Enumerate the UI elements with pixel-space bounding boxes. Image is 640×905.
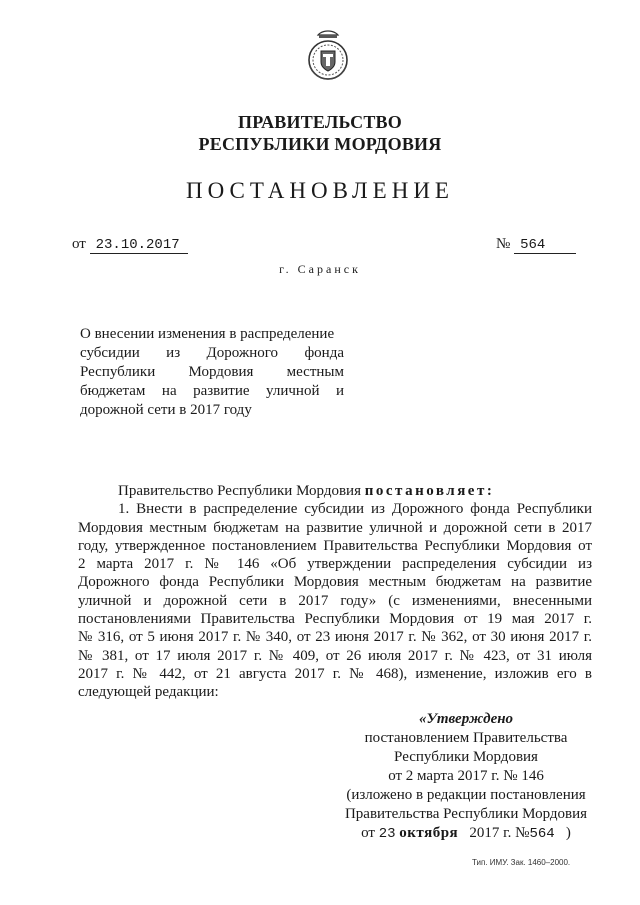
approval-line: от 2 марта 2017 г. № 146 [388, 768, 544, 784]
decree-number [496, 236, 576, 254]
government-name-line2: РЕСПУБЛИКИ МОРДОВИЯ [198, 134, 442, 154]
document-type-title: ПОСТАНОВЛЕНИЕ [186, 178, 454, 203]
government-name-line1: ПРАВИТЕЛЬСТВО [238, 112, 402, 132]
decree-body [78, 482, 592, 702]
approval-line: Республики Мордовия [394, 749, 538, 765]
approval-line: Правительства Республики Мордовия [344, 806, 588, 822]
approval-year: 2017 г. № [469, 825, 530, 841]
body-line: № 316, от 5 июня 2017 г. № 340, от 23 июня 2017 г. № 362, от 30 июня 2017 г. [78, 629, 592, 646]
body-line: 1. Внести в распределение субсидии из Дорожного фонда Республики [118, 501, 592, 518]
approval-close: ) [565, 825, 571, 841]
approval-line: постановлением Правительства [364, 730, 568, 746]
print-footer: Тип. ИМУ. Зак. 1460–2000. [472, 858, 571, 867]
date-prefix: от [72, 236, 86, 252]
body-line: Мордовия местным бюджетам на развитие уличной и дорожной сети в 2017 [78, 519, 592, 536]
subject-line: субсидии из Дорожного фонда [80, 345, 344, 361]
approval-last-line [334, 824, 598, 843]
approval-stamp-block [334, 710, 598, 843]
approval-line: (изложено в редакции постановления [346, 787, 586, 803]
approval-month: октября [399, 825, 459, 841]
decree-subject [80, 325, 344, 420]
body-line: № 381, от 17 июля 2017 г. № 409, от 26 июля 2017 г. № 423, от 31 июля [78, 647, 592, 664]
subject-line: дорожной сети в 2017 году [80, 402, 252, 418]
intro-action: постановляет: [364, 483, 495, 499]
number-prefix: № [496, 236, 511, 252]
body-line: 2017 г. № 442, от 21 августа 2017 г. № 468), изменение, изложив его в [78, 665, 592, 682]
decree-date [72, 236, 188, 254]
approval-day: 23 [378, 826, 396, 842]
body-intro [78, 482, 592, 500]
body-line: уличной и дорожной сети в 2017 году» (с изменениями, внесенными [78, 592, 592, 609]
body-line: году, утвержденное постановлением Правительства Республики Мордовия от [78, 537, 592, 554]
approval-number: 564 [529, 826, 555, 842]
subject-line: Республики Мордовия местным [80, 364, 344, 380]
coat-of-arms-emblem [302, 28, 354, 82]
body-line: Дорожного фонда Республики Мордовия местным бюджетам на развитие [78, 574, 592, 591]
body-line: постановлениями Правительства Республики Мордовия от 19 мая 2017 г. [78, 611, 592, 628]
intro-text: Правительство Республики Мордовия [118, 483, 361, 499]
number-value: 564 [514, 238, 576, 254]
body-line: 2 марта 2017 г. № 146 «Об утверждении распределения субсидии из [78, 556, 592, 573]
city-name: г. Саранск [279, 262, 361, 276]
approval-heading: «Утверждено [418, 711, 514, 727]
body-line: следующей редакции: [78, 684, 219, 701]
subject-line: бюджетам на развитие уличной и [80, 383, 344, 399]
subject-line: О внесении изменения в распределение [80, 326, 335, 342]
date-value: 23.10.2017 [90, 238, 188, 254]
approval-date-prefix: от [361, 825, 375, 841]
